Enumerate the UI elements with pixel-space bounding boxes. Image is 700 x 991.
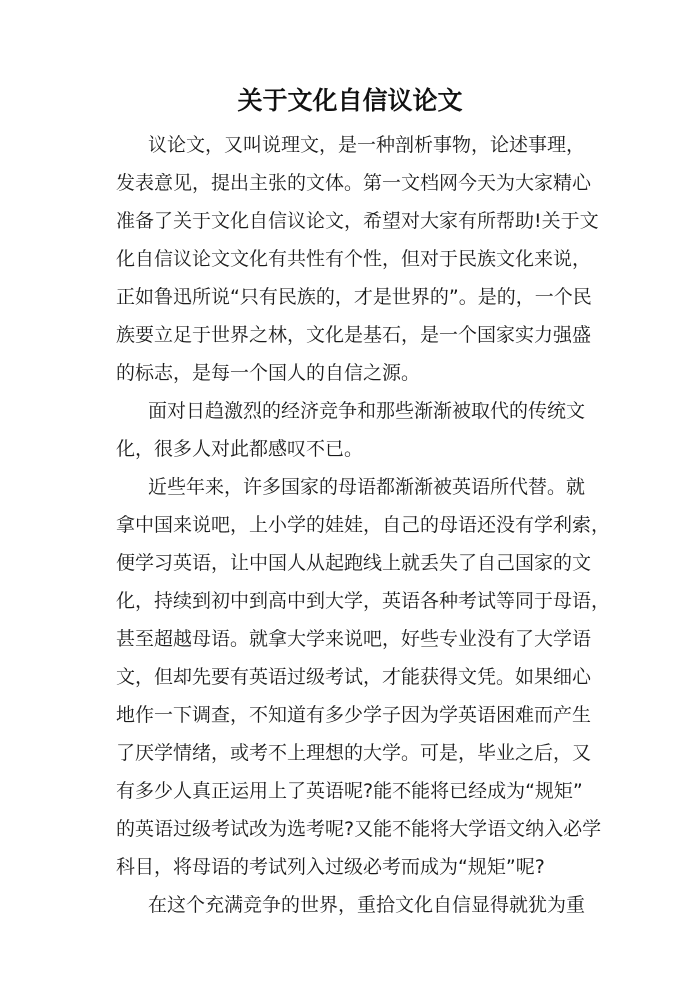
- body-line: 在这个充满竞争的世界，重拾文化自信显得就犹为重: [148, 894, 586, 916]
- body-line: 甚至超越母语。就拿大学来说吧，好些专业没有了大学语: [116, 628, 592, 650]
- body-line: 化，持续到初中到高中到大学，英语各种考试等同于母语，: [116, 590, 611, 612]
- body-line: 的标志，是每一个国人的自信之源。: [116, 362, 421, 384]
- body-line: 有多少人真正运用上了英语呢?能不能将已经成为“规矩”: [116, 780, 583, 802]
- body-line: 地作一下调查，不知道有多少学子因为学英语困难而产生: [116, 704, 592, 726]
- body-line: 近些年来，许多国家的母语都渐渐被英语所代替。就: [148, 476, 586, 498]
- document-title: 关于文化自信议论文: [237, 86, 463, 115]
- document-body: [116, 126, 611, 924]
- body-line: 发表意见，提出主张的文体。第一文档网今天为大家精心: [116, 172, 592, 194]
- body-line: 准备了关于文化自信议论文，希望对大家有所帮助!关于文: [116, 210, 599, 232]
- body-line: 族要立足于世界之林，文化是基石，是一个国家实力强盛: [116, 324, 592, 346]
- body-line: 拿中国来说吧，上小学的娃娃，自己的母语还没有学利索，: [116, 514, 611, 536]
- body-line: 议论文，又叫说理文，是一种剖析事物，论述事理，: [148, 134, 586, 156]
- body-line: 便学习英语，让中国人从起跑线上就丢失了自己国家的文: [116, 552, 592, 574]
- body-line: 了厌学情绪，或考不上理想的大学。可是，毕业之后，又: [116, 742, 592, 764]
- body-line: 正如鲁迅所说“只有民族的，才是世界的”。是的，一个民: [116, 286, 592, 308]
- body-line: 化，很多人对此都感叹不已。: [116, 438, 364, 460]
- body-line: 的英语过级考试改为选考呢?又能不能将大学语文纳入必学: [116, 818, 602, 840]
- body-line: 文，但却先要有英语过级考试，才能获得文凭。如果细心: [116, 666, 592, 688]
- body-line: 面对日趋激烈的经济竞争和那些渐渐被取代的传统文: [148, 400, 586, 422]
- body-line: 化自信议论文文化有共性有个性，但对于民族文化来说，: [116, 248, 592, 270]
- body-line: 科目，将母语的考试列入过级必考而成为“规矩”呢?: [116, 856, 545, 878]
